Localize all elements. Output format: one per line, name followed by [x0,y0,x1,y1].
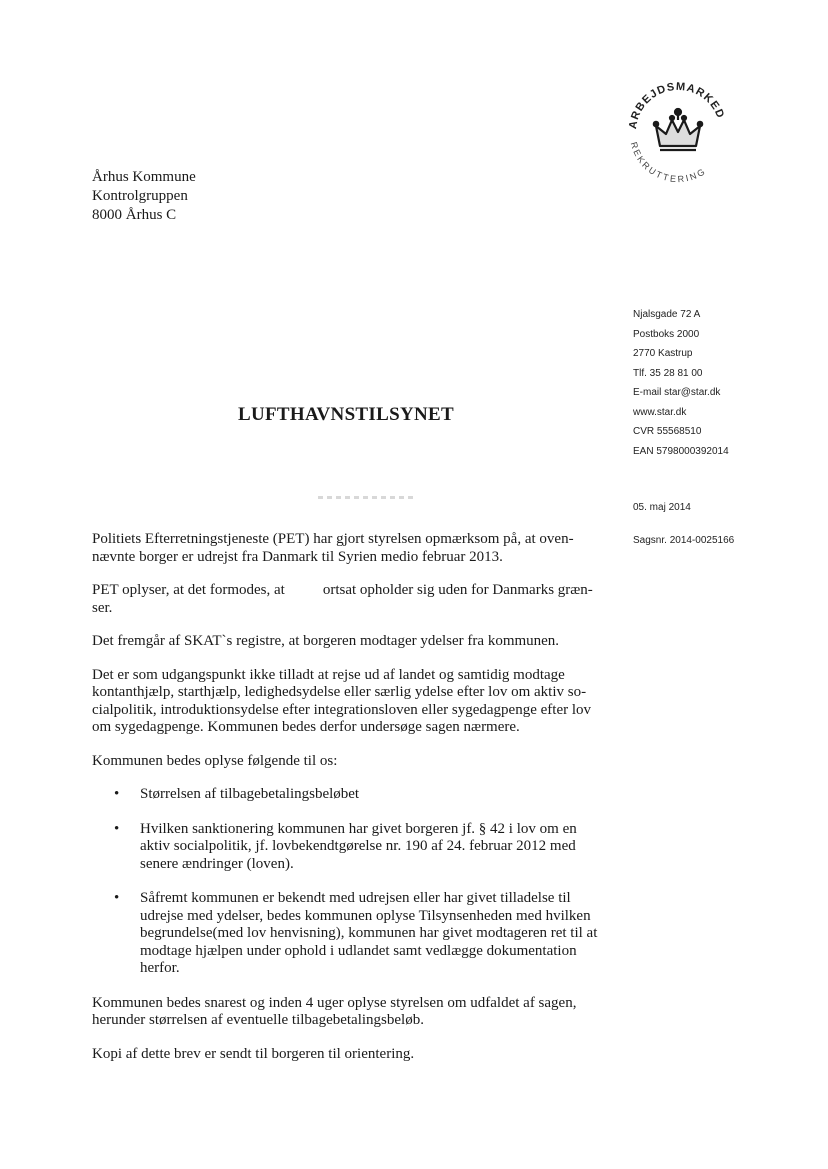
crown-icon [654,109,702,150]
sender-ean: EAN 5798000392014 [633,445,729,457]
sender-city: 2770 Kastrup [633,348,693,359]
request-list [92,786,604,978]
letter-body [92,531,604,1063]
sender-cvr: CVR 55568510 [633,426,702,437]
bullet-glyph: • [114,786,120,802]
bullet-glyph: • [114,820,120,837]
sender-pobox: Postboks 2000 [633,328,700,340]
paragraph-2 [92,582,604,617]
paragraph-5: Kommunen bedes oplyse følgende til os: [92,752,338,769]
sender-email: E-mail star@star.dk [633,387,721,398]
paragraph-1: Politiets Efterretningstjeneste (PET) har gjort styrelsen opmærksom på, at ovennævnte borger er udrejst fra Danmark til Syrien medio februar 2013. [92,531,574,565]
paragraph-3: Det fremgår af SKAT`s registre, at borgeren modtager ydelser fra kommunen. [92,633,560,649]
list-item [114,890,610,978]
recipient-line1: Århus Kommune [92,169,196,185]
recipient-address [92,168,196,225]
recipient-line2: Kontrolgruppen [92,188,188,204]
logo-bottom-text: REKRUTTERING [628,140,709,185]
svg-text:ARBEJDSMARKED [627,81,727,130]
paragraph-4: Det er som udgangspunkt ikke tilladt at rejse ud af landet og samtidig modtage kontanthjælp, starthjælp, ledighedsydelse eller særlig ydelse efter lov om aktiv socialpolitik, introduktionsydelse efter integrationsloven eller sygedagpenge efter lov om sygedagpenge. Kommunen bedes derfor undersøge sagen nærmere. [92,666,592,735]
list-item-text: Såfremt kommunen er bekendt med udrejsen eller har givet tilladelse til udrejse med ydelser, bedes kommunen oplyse Tilsynsenheden med hvilken begrundelse(med lov henvisning), kommunen har givet modtageren ret til at modtage hjælpen under ophold i udlandet samt vedlægge dokumentation herfor. [140,890,598,976]
recipient-line3: 8000 Århus C [92,207,177,223]
list-item [114,786,610,804]
paragraph-2-start: PET oplyser, at det formodes, at [92,582,285,598]
sender-phone: Tlf. 35 28 81 00 [633,367,703,379]
agency-logo [616,76,740,188]
sender-info [633,305,729,461]
list-item-text: Hvilken sanktionering kommunen har givet borgeren jf. § 42 i lov om en aktiv socialpolitik, jf. lovbekendtgørelse nr. 190 af 24. februar 2012 med senere ændringer (loven). [140,820,577,872]
redaction-smudge [318,496,414,499]
paragraph-7: Kopi af dette brev er sendt til borgeren til orientering. [92,1045,415,1062]
logo-arc-text: ARBEJDSMARKED [626,80,727,130]
svg-text:REKRUTTERING [629,141,709,184]
paragraph-6: Kommunen bedes snarest og inden 4 uger oplyse styrelsen om udfaldet af sagen, herunder størrelsen af eventuelle tilbagebetalingsbeløb. [92,994,577,1028]
sender-street: Njalsgade 72 A [633,309,701,320]
paragraph-2-end: ortsat opholder sig uden for Danmarks grænser. [92,582,593,616]
list-item-text: Størrelsen af tilbagebetalingsbeløbet [140,786,360,802]
list-item [114,821,610,874]
letter-date: 05. maj 2014 [633,502,691,513]
sender-web: www.star.dk [633,406,687,418]
bullet-glyph: • [114,890,120,906]
letter-heading: LUFTHAVNSTILSYNET [238,404,454,425]
case-number: Sagsnr. 2014-0025166 [633,535,735,546]
